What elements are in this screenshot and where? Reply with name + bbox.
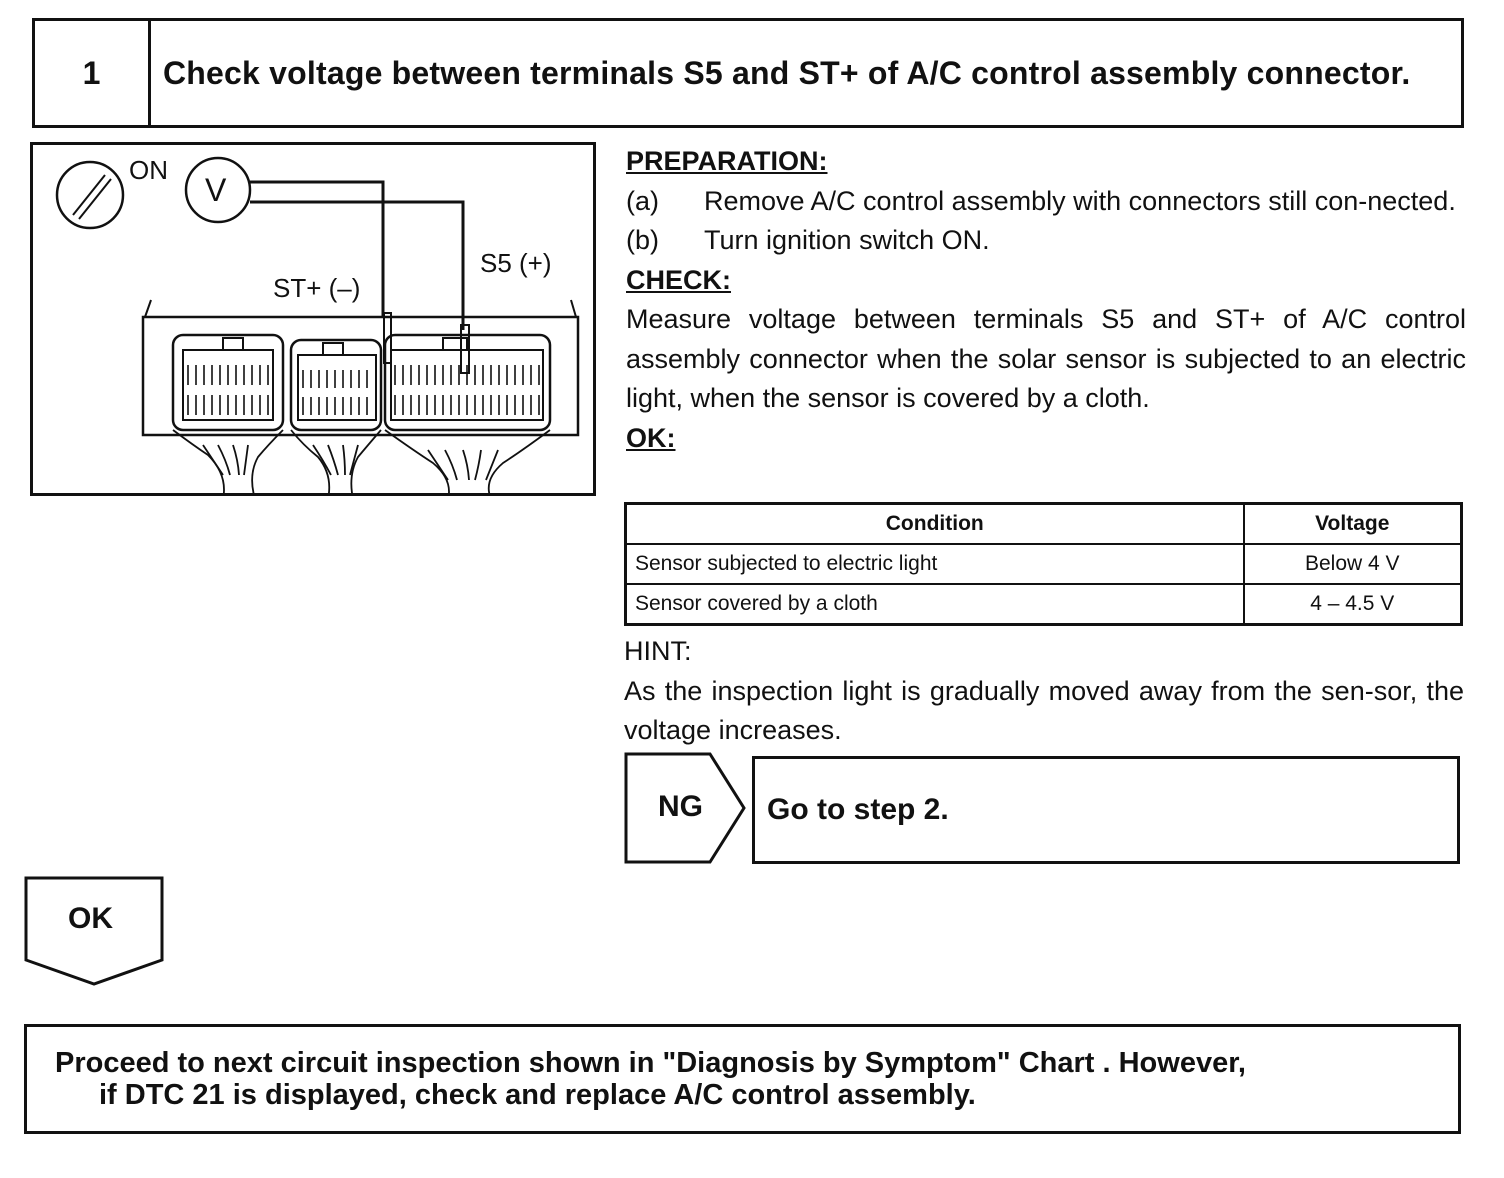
final-line-2: if DTC 21 is displayed, check and replace A/C control assembly.: [99, 1079, 976, 1111]
ok-label: OK: [68, 902, 113, 935]
table-header-row: [626, 504, 1462, 545]
ok-arrow: [24, 876, 166, 986]
table-header: Voltage: [1244, 504, 1462, 545]
ng-result-box: Go to step 2.: [752, 756, 1460, 864]
table-cell-voltage: Below 4 V: [1244, 544, 1462, 584]
table-cell-condition: Sensor covered by a cloth: [626, 584, 1244, 625]
prep-step-letter: (a): [626, 185, 659, 216]
prep-step: [626, 182, 1466, 222]
terminal-st-neg-label: ST+ (–): [273, 273, 361, 303]
prep-step-letter: (b): [626, 225, 659, 255]
procedure-text: [626, 142, 1466, 458]
connector-diagram: [30, 142, 596, 496]
ignition-on-label: ON: [129, 155, 168, 185]
hint-text: As the inspection light is gradually moved away from the sen-sor, the voltage increases.: [624, 675, 1464, 745]
ok-table: [624, 502, 1463, 626]
hint-heading: HINT:: [624, 636, 692, 666]
table-row: [626, 544, 1462, 584]
ng-arrow: [624, 752, 748, 864]
voltmeter-label: V: [205, 172, 227, 208]
hint-block: [624, 632, 1464, 751]
step-number: 1: [35, 21, 151, 125]
step-header: [32, 18, 1464, 128]
final-line-1: Proceed to next circuit inspection shown in "Diagnosis by Symptom" Chart . However,: [55, 1047, 1246, 1079]
check-text: Measure voltage between terminals S5 and ST+ of A/C control assembly connector when the solar sensor is subjected to an electric light, when the sensor is covered by a cloth.: [626, 304, 1466, 413]
prep-step-text: Turn ignition switch ON.: [704, 225, 990, 255]
ng-label: NG: [658, 790, 703, 823]
table-row: [626, 584, 1462, 625]
terminal-s5-pos-label: S5 (+): [480, 248, 552, 278]
step-title: Check voltage between terminals S5 and ST+ of A/C control assembly connector.: [163, 54, 1411, 91]
prep-step: [626, 221, 1466, 261]
prep-step-text: Remove A/C control assembly with connectors still con-nected.: [704, 185, 1456, 216]
table-cell-voltage: 4 – 4.5 V: [1244, 584, 1462, 625]
table-header: Condition: [626, 504, 1244, 545]
check-heading: CHECK:: [626, 264, 731, 295]
ok-heading: OK:: [626, 422, 676, 453]
diagram-drawing: [33, 145, 596, 496]
table-cell-condition: Sensor subjected to electric light: [626, 544, 1244, 584]
final-instruction: [24, 1024, 1461, 1134]
preparation-heading: PREPARATION:: [626, 146, 828, 176]
